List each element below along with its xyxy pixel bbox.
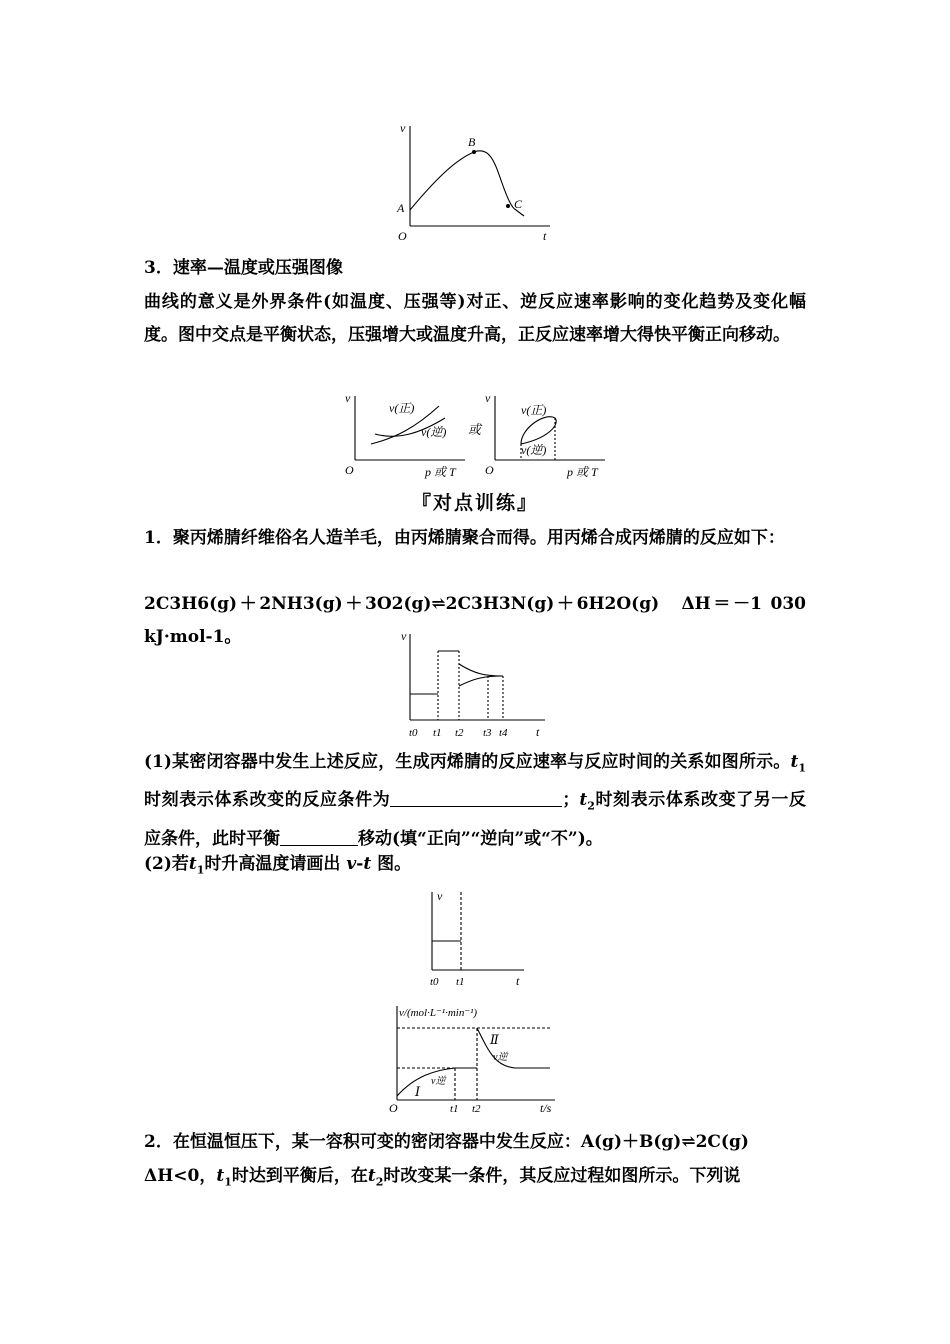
region-1: Ⅰ <box>415 1084 421 1099</box>
tick-t0: t0 <box>409 727 418 739</box>
point-b <box>472 150 476 154</box>
q2-line2-a: ΔH<0， <box>144 1166 217 1186</box>
tick-t0: t0 <box>430 976 439 988</box>
q1-part2-a: (2)若 <box>144 854 189 874</box>
v-forward-right: v(正) <box>521 403 547 417</box>
q1-part2: (2)若$t_1$时升高温度请画出 v-t 图。 <box>144 854 412 877</box>
origin-right: O <box>485 463 494 477</box>
q1-part1-b: 时刻表示体系改变的反应条件为 <box>144 790 391 811</box>
q1-part2-c: 图。 <box>377 854 412 874</box>
practice-title: 『对点训练』 <box>411 492 538 514</box>
figure-v-t-regions <box>385 1000 565 1118</box>
answer-blank-2[interactable] <box>280 829 358 846</box>
axis-y-label: v <box>401 629 407 643</box>
q1-part2-b: 时升高温度请画出 <box>204 854 341 874</box>
tick-t2: t2 <box>455 727 464 739</box>
q1-part1: (1)某密闭容器中发生上述反应，生成丙烯腈的反应速率与反应时间的关系如图所示。$t_1$时刻表示体系改变的反应条件为 ；$t_2$时刻表示体系改变了另一反应条件，此时平衡 移动(填“正向”“逆向”或“不”)。 <box>144 752 807 849</box>
q2-line1: 2．在恒温恒压下，某一容积可变的密闭容器中发生反应：A(g)＋B(g)⇌2C(g) <box>144 1132 749 1152</box>
q2-line2: ΔH<0，$t_1$时达到平衡后，在$t_2$时改变某一条件，其反应过程如图所示。下列说 <box>144 1166 741 1189</box>
point-b-label: B <box>468 135 476 149</box>
axis-x-label: t/s <box>540 1101 552 1115</box>
point-a-label: A <box>397 201 405 215</box>
or-label: 或 <box>468 422 482 437</box>
axis-x-label: t <box>536 725 540 739</box>
origin-label: O <box>389 1101 398 1115</box>
axis-x-label-left: p 或 T <box>425 465 456 479</box>
figure-v-t-blank <box>420 886 530 990</box>
section3-heading: 3．速率—温度或压强图像 <box>144 258 343 278</box>
q1-equation: 2C3H6(g)＋2NH3(g)＋3O2(g)⇌2C3H3N(g)＋6H2O(g) ΔH＝－1 030 kJ·mol-1。 <box>144 594 806 647</box>
tick-t3: t3 <box>483 727 492 739</box>
axis-y-label: v/(mol·L⁻¹·min⁻¹) <box>399 1007 478 1019</box>
tick-t1: t1 <box>450 1103 459 1115</box>
region-2: Ⅱ <box>490 1032 499 1047</box>
point-c <box>506 204 510 208</box>
answer-blank-1[interactable] <box>390 790 562 807</box>
figure-rate-curve <box>390 118 560 248</box>
v-reverse-right: v(逆) <box>521 443 547 457</box>
q1-part1-d: 时刻表示体系改变了另一反应条件，此时平衡 <box>144 790 807 849</box>
axis-y-label-right: v <box>485 391 491 405</box>
q1-part1-e: 移动(填“正向”“逆向”或“不”)。 <box>358 828 603 849</box>
v-forward-left: v(正) <box>389 401 415 415</box>
q2-line2-c: 时改变某一条件，其反应过程如图所示。下列说 <box>383 1166 741 1186</box>
axis-y-label: v <box>400 121 406 135</box>
q1-part1-a: (1)某密闭容器中发生上述反应，生成丙烯腈的反应速率与反应时间的关系如图所示。 <box>144 752 791 772</box>
axis-y-label: v <box>437 889 443 903</box>
axis-x-label: t <box>516 974 520 988</box>
tick-t1: t1 <box>433 727 442 739</box>
q1-part1-c: ； <box>562 790 580 811</box>
figure-rate-pressure <box>335 388 625 486</box>
tick-t2: t2 <box>472 1103 481 1115</box>
v-rev-label-1: v逆 <box>431 1076 446 1087</box>
point-c-label: C <box>514 197 523 211</box>
v-rev-label-2: v逆 <box>493 1052 508 1063</box>
v-reverse-left: v(逆) <box>421 425 447 439</box>
tick-t1: t1 <box>456 976 465 988</box>
q2-line2-b: 时达到平衡后，在 <box>231 1166 368 1186</box>
origin-label: O <box>398 229 407 243</box>
axis-x-label-right: p 或 T <box>567 465 598 479</box>
axis-x-label: t <box>543 229 547 243</box>
tick-t4: t4 <box>499 727 508 739</box>
section3-body: 曲线的意义是外界条件(如温度、压强等)对正、逆反应速率影响的变化趋势及变化幅度。图中交点是平衡状态，压强增大或温度升高，正反应速率增大得快平衡正向移动。 <box>144 292 806 345</box>
origin-left: O <box>345 463 354 477</box>
figure-v-t-steps <box>395 628 555 743</box>
axis-y-label-left: v <box>345 391 351 405</box>
q1-intro: 1．聚丙烯腈纤维俗名人造羊毛，由丙烯腈聚合而得。用丙烯合成丙烯腈的反应如下： <box>144 528 785 548</box>
